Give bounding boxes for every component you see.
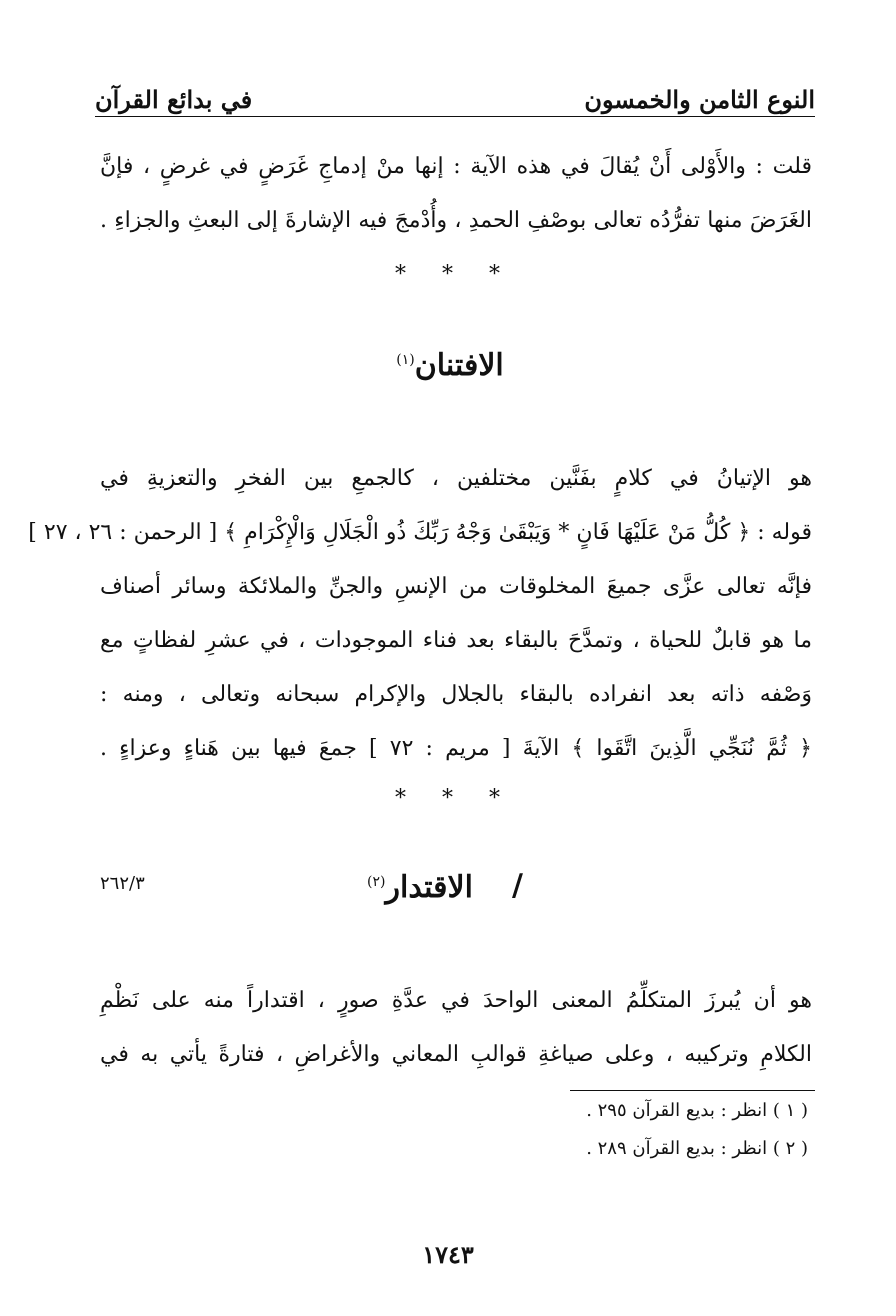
text-line: هو الإتيانُ في كلامٍ بفَنَّين مختلفين ، كالجمعِ بين الفخرِ والتعزيةِ في: [100, 466, 812, 491]
separator-star: *: [442, 262, 453, 287]
footnote-1: ( ١ ) انظر : بديع القرآن ٢٩٥ .: [586, 1100, 808, 1121]
paragraph-iqtidar: [100, 974, 812, 1082]
text-line: هو أن يُبرزَ المتكلِّمُ المعنى الواحدَ في عدَّةِ صورٍ ، اقتداراً منه على نَظْمِ: [100, 988, 812, 1013]
section-title-iqtidar: [340, 870, 500, 905]
section-title-iftinan: [330, 348, 570, 383]
paragraph-intro: [100, 140, 812, 248]
separator-star: *: [395, 786, 406, 811]
page-break-mark: /: [512, 868, 523, 903]
section-separator: [395, 786, 500, 811]
text-line: وَصْفه ذاته بعد انفراده بالبقاء بالجلال والإكرام سبحانه وتعالى ، ومنه :: [100, 682, 812, 707]
footnote-marker: (١): [396, 352, 415, 368]
separator-star: *: [489, 786, 500, 811]
text-line: الكلامِ وتركيبه ، وعلى صياغةِ قوالبِ المعاني والأغراضِ ، فتارةً يأتي به في: [100, 1042, 812, 1067]
text-line: ما هو قابلٌ للحياة ، وتمدَّحَ بالبقاء بعد فناء الموجودات ، في عشرِ لفظاتٍ مع: [100, 628, 812, 653]
text-line: قلت : والأَوْلى أَنْ يُقالَ في هذه الآية : إنها منْ إدماجِ غَرَضٍ في غرضٍ ، فإنَّ: [100, 154, 812, 179]
separator-star: *: [442, 786, 453, 811]
margin-reference: ٢٦٢/٣: [100, 873, 145, 894]
footnote-marker: (٢): [367, 874, 386, 890]
footnote-divider: [570, 1090, 815, 1091]
header-divider: [95, 116, 815, 117]
section-title-text: الاقتدار: [385, 870, 473, 905]
text-line: الغَرَضَ منها تفرُّدُه تعالى بوصْفِ الحمدِ ، وأُدْمجَ فيه الإشارةَ إلى البعثِ والجزاءِ .: [100, 208, 812, 233]
paragraph-iftinan: [28, 452, 812, 776]
separator-star: *: [489, 262, 500, 287]
page-number: ١٧٤٣: [422, 1240, 474, 1269]
header-chapter-title: النوع الثامن والخمسون: [584, 85, 815, 114]
text-line: قوله : ﴿ كُلُّ مَنْ عَلَيْهَا فَانٍ * وَيَبْقَىٰ وَجْهُ رَبِّكَ ذُو الْجَلَالِ وَالْإِكْرَامِ ﴾ [ الرحمن : ٢٦ ، ٢٧ ]: [28, 520, 812, 545]
section-separator: [395, 262, 500, 287]
text-line: فإنَّه تعالى عزَّى جميعَ المخلوقات من الإنسِ والجنِّ والملائكة وسائر أصناف: [100, 574, 812, 599]
running-header: [95, 78, 815, 114]
text-line: ﴿ ثُمَّ نُنَجِّي الَّذِينَ اتَّقَوا ﴾ الآيةَ [ مريم : ٧٢ ] جمعَ فيها بين هَناءٍ وعزاءٍ .: [100, 736, 812, 761]
separator-star: *: [395, 262, 406, 287]
section-title-text: الافتنان: [414, 348, 504, 383]
header-book-title: في بدائع القرآن: [95, 85, 253, 114]
footnote-2: ( ٢ ) انظر : بديع القرآن ٢٨٩ .: [586, 1138, 808, 1159]
